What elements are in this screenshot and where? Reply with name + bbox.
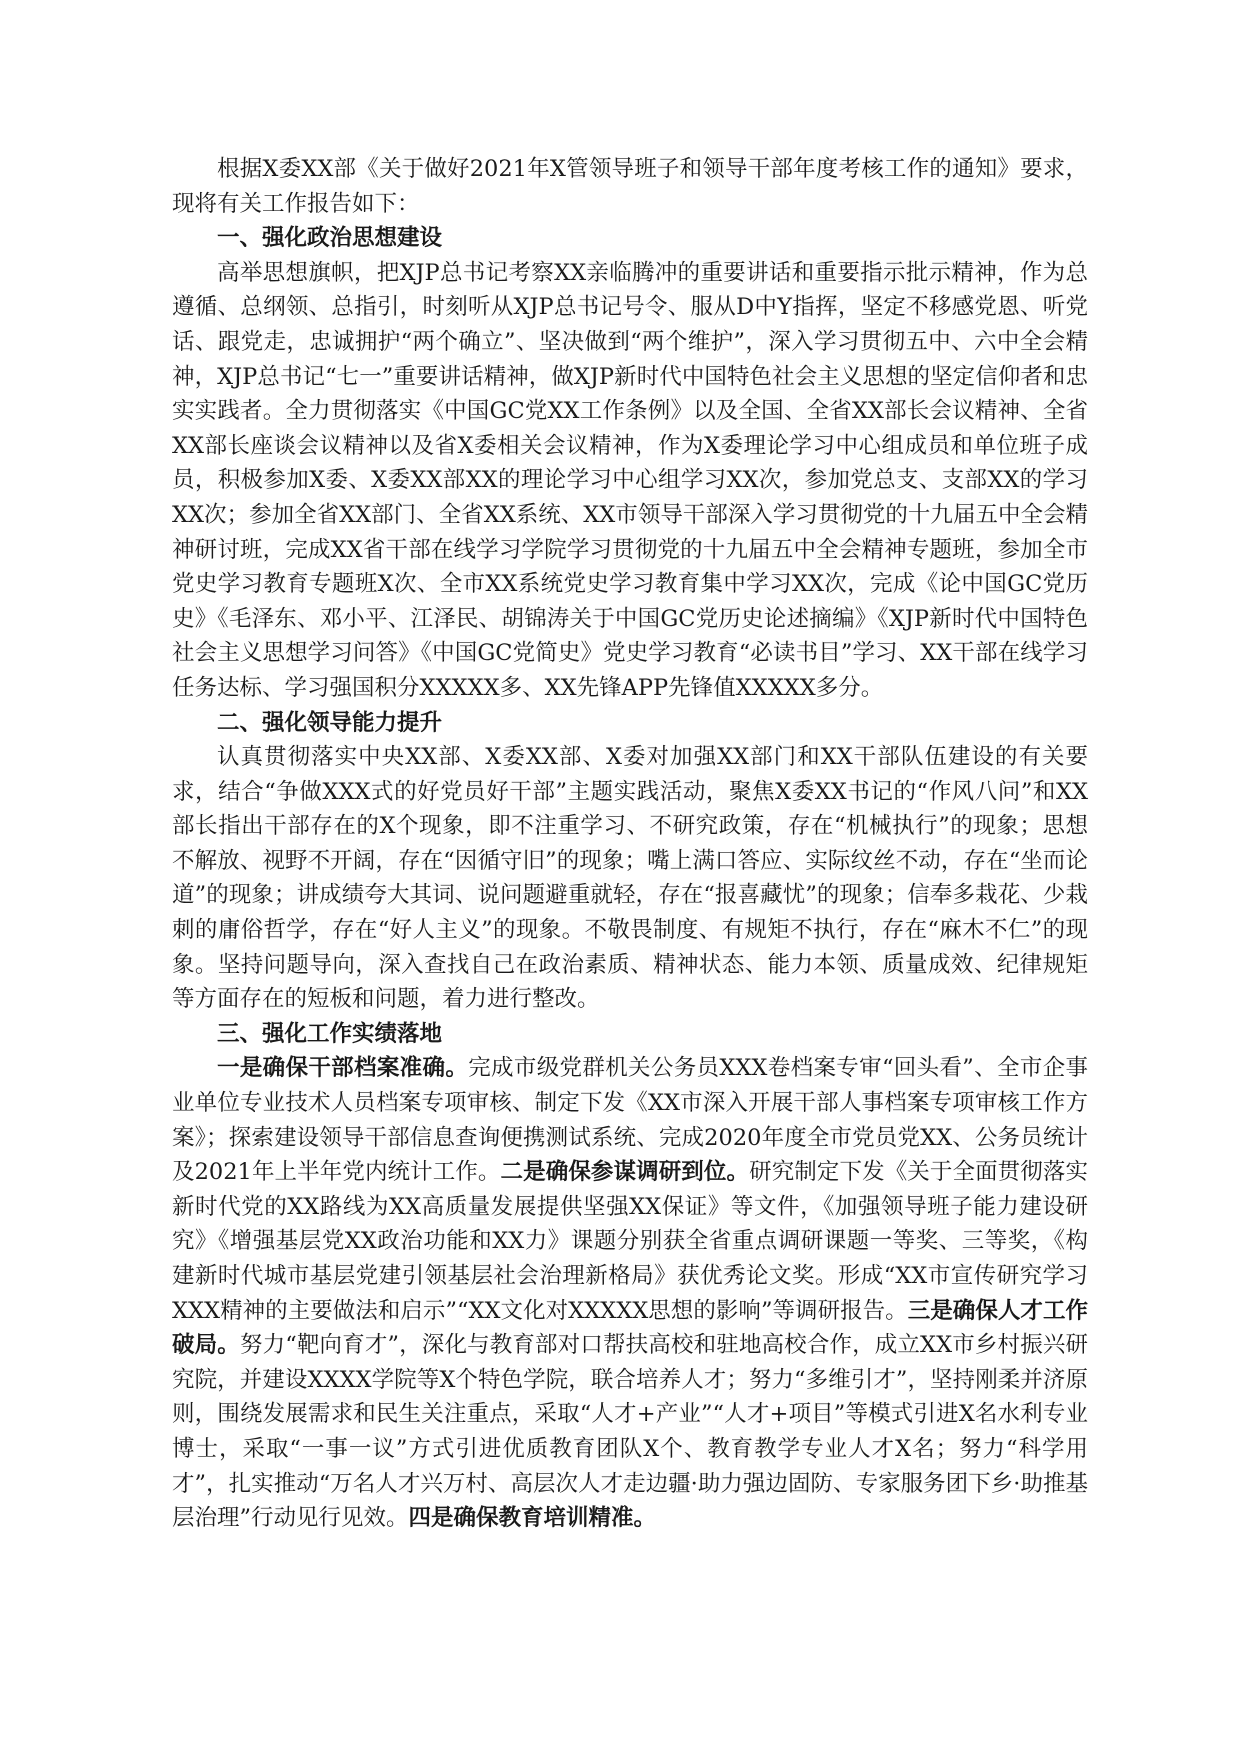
lead-training: 四是确保教育培训精准。 xyxy=(408,1505,657,1532)
section-heading-political: 一、强化政治思想建设 xyxy=(217,225,443,252)
section-body-leadership: 认真贯彻落实中央XX部、X委XX部、X委对加强XX部门和XX干部队伍建设的有关要求，结合“争做XXX式的好党员好干部”主题实践活动，聚焦X委XX书记的“作风八问”和XX部长指出干部存在的X个现象，即不注重学习、不研究政策，存在“机械执行”的现象；思想不解放、视野不开阔，存在“因循守旧”的现象；嘴上满口答应、实际纹丝不动，存在“坐而论道”的现象；讲成绩夸大其词、说问题避重就轻，存在“报喜藏忧”的现象；信奉多栽花、少栽刺的庸俗哲学，存在“好人主义”的现象。不敬畏制度、有规矩不执行，存在“麻木不仁”的现象。坚持问题导向，深入查找自己在政治素质、精神状态、能力本领、质量成效、纪律规矩等方面存在的短板和问题，着力进行整改。 xyxy=(172,744,1088,1013)
text-talent: 努力“靶向育才”，深化与教育部对口帮扶高校和驻地高校合作，成立XX市乡村振兴研究院，并建设XXXX学院等X个特色学院，联合培养人才；努力“多维引才”，坚持刚柔并济原则，围绕发展需求和民生关注重点，采取“人才+产业”“人才+项目”等模式引进X名水利专业博士，采取“一事一议”方式引进优质教育团队X个、教育教学专业人才X名；努力“科学用才”，扎实推动“万名人才兴万村、高层次人才走边疆·助力强边固防、专家服务团下乡·助推基层治理”行动见行见效。 xyxy=(172,1332,1088,1532)
intro-paragraph: 根据X委XX部《关于做好2021年X管领导班子和领导干部年度考核工作的通知》要求，现将有关工作报告如下： xyxy=(172,156,1088,217)
section-body-work xyxy=(172,1051,1088,1535)
section-heading-leadership: 二、强化领导能力提升 xyxy=(217,709,443,736)
lead-research: 二是确保参谋调研到位。 xyxy=(500,1159,750,1186)
section-body-political: 高举思想旗帜，把XJP总书记考察XX亲临腾冲的重要讲话和重要指示批示精神，作为总遵循、总纲领、总指引，时刻听从XJP总书记号令、服从D中Y指挥，坚定不移感党恩、听党话、跟党走，忠诚拥护“两个确立”、坚决做到“两个维护”，深入学习贯彻五中、六中全会精神，XJP总书记“七一”重要讲话精神，做XJP新时代中国特色社会主义思想的坚定信仰者和忠实实践者。全力贯彻落实《中国GC党XX工作条例》以及全国、全省XX部长会议精神、全省XX部长座谈会议精神以及省X委相关会议精神，作为X委理论学习中心组成员和单位班子成员，积极参加X委、X委XX部XX的理论学习中心组学习XX次，参加党总支、支部XX的学习XX次；参加全省XX部门、全省XX系统、XX市领导干部深入学习贯彻党的十九届五中全会精神研讨班，完成XX省干部在线学习学院学习贯彻党的十九届五中全会精神专题班，参加全市党史学习教育专题班X次、全市XX系统党史学习教育集中学习XX次，完成《论中国GC党历史》《毛泽东、邓小平、江泽民、胡锦涛关于中国GC党历史论述摘编》《XJP新时代中国特色社会主义思想学习问答》《中国GC党简史》党史学习教育“必读书目”学习、XX干部在线学习任务达标、学习强国积分XXXXX多、XX先锋APP先锋值XXXXX多分。 xyxy=(172,259,1088,701)
text-research: 研究制定下发《关于全面贯彻落实新时代党的XX路线为XX高质量发展提供坚强XX保证》等文件，《加强领导班子能力建设研究》《增强基层党XX政治功能和XX力》课题分别获全省重点调研课题一等奖、三等奖，《构建新时代城市基层党建引领基层社会治理新格局》获优秀论文奖。形成“XX市宣传研究学习XXX精神的主要做法和启示”“XX文化对XXXXX思想的影响”等调研报告。 xyxy=(172,1159,1088,1324)
text-archives: 完成市级党群机关公务员XXX卷档案专审“回头看”、全市企事业单位专业技术人员档案专项审核、制定下发《XX市深入开展干部人事档案专项审核工作方案》；探索建设领导干部信息查询便携测试系统、完成2020年度全市党员党XX、公务员统计及2021年上半年党内统计工作。 xyxy=(172,1055,1088,1186)
lead-archives: 一是确保干部档案准确。 xyxy=(217,1055,469,1082)
lead-talent: 三是确保人才工作破局。 xyxy=(172,1297,1088,1359)
document-body xyxy=(172,152,1088,1536)
section-heading-work: 三、强化工作实绩落地 xyxy=(217,1020,443,1047)
